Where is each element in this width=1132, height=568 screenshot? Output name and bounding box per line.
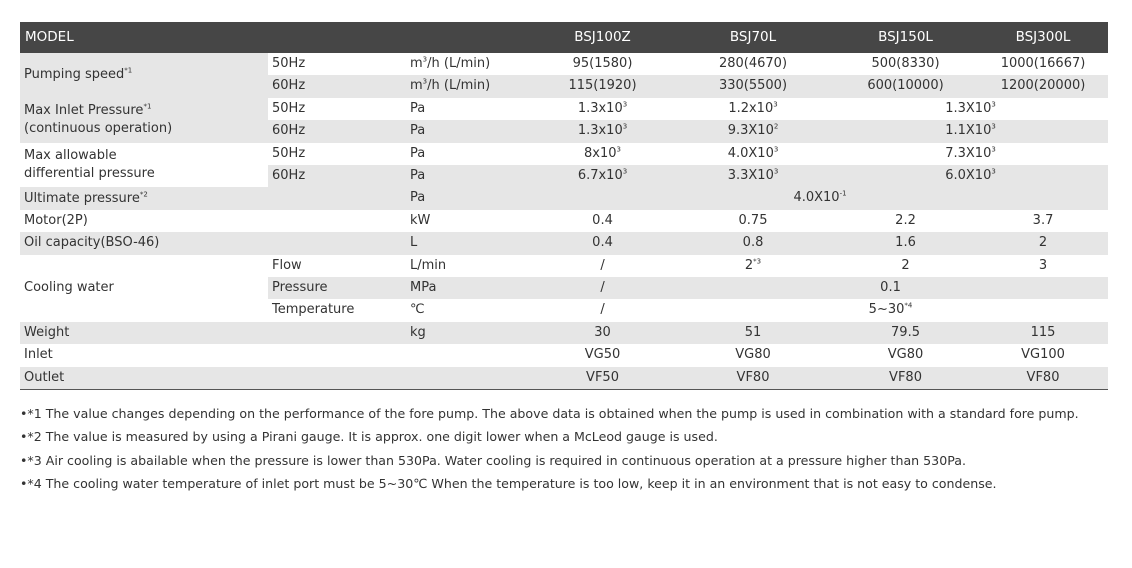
sub-empty [268,322,410,344]
freq-50hz: 50Hz [268,53,410,75]
value-cell: 95(1580) [532,53,673,75]
freq-50hz: 50Hz [268,98,410,120]
value-cell-merged: $6.0X10^3$ [833,165,1108,187]
unit-cell: L [410,232,532,254]
value-cell: / [532,255,673,277]
value-cell-merged: 0.1 [673,277,1108,299]
value-cell-merged: 5~30$^{*4}$ [673,299,1108,321]
freq-60hz: 60Hz [268,120,410,142]
value-cell: 1000(16667) [978,53,1108,75]
value-cell: $1.3x10^3$ [532,98,673,120]
unit-cell: $m^3/h$ (L/min) [410,75,532,97]
sub-empty [268,187,410,209]
note-mark: *1 [143,102,152,111]
value-cell: $1.3x10^3$ [532,120,673,142]
header-model-3: BSJ150L [833,22,978,53]
header-model-4: BSJ300L [978,22,1108,53]
value-cell: VG50 [532,344,673,366]
unit-cell: Pa [410,187,532,209]
value-cell: 0.4 [532,232,673,254]
value-cell: 330(5500) [673,75,833,97]
header-model-1: BSJ100Z [532,22,673,53]
value-cell: $9.3X10^2$ [673,120,833,142]
value-cell: 115 [978,322,1108,344]
value-cell: 2.2 [833,210,978,232]
freq-60hz: 60Hz [268,165,410,187]
value-cell: $8x10^3$ [532,143,673,165]
row-ultimate-pressure [20,187,1108,209]
row-inlet [20,344,1108,366]
value-cell-merged: $1.3X10^3$ [833,98,1108,120]
value-cell: / [532,299,673,321]
value-cell: $4.0X10^3$ [673,143,833,165]
value-cell-merged: $1.1X10^3$ [833,120,1108,142]
value-cell: 2 [978,232,1108,254]
value-cell: 1200(20000) [978,75,1108,97]
value-cell-merged: $4.0X10^{-1}$ [532,187,1108,209]
spec-table [20,22,1108,390]
header-row [20,22,1108,53]
item-motor: Motor(2P) [20,210,268,232]
header-model: MODEL [20,22,532,53]
row-max-diff-50hz [20,143,1108,165]
sub-empty [268,367,410,390]
item-pumping-speed: Pumping speed$^{*1}$ [20,53,268,98]
item-outlet: Outlet [20,367,268,390]
unit-empty [410,367,532,390]
sub-flow: Flow [268,255,410,277]
value-cell: VG80 [833,344,978,366]
footnote-1: •*1 The value changes depending on the performance of the fore pump. The above data is obtained when the pump is used in combination with a standard fore pump. [20,406,1079,421]
sub-pressure: Pressure [268,277,410,299]
value-cell: 0.4 [532,210,673,232]
row-weight [20,322,1108,344]
item-weight: Weight [20,322,268,344]
value-cell: / [532,277,673,299]
value-cell: 2$^{*3}$ [673,255,833,277]
value-cell: 51 [673,322,833,344]
value-cell: 3 [978,255,1108,277]
value-cell: $1.2x10^3$ [673,98,833,120]
unit-cell: Pa [410,165,532,187]
note-mark: *1 [124,67,133,76]
unit-cell: $m^3/h$ (L/min) [410,53,532,75]
row-pumping-speed-50hz [20,53,1108,75]
unit-cell: Pa [410,143,532,165]
spec-table-container [20,22,1108,390]
value-cell: 79.5 [833,322,978,344]
row-max-inlet-50hz [20,98,1108,120]
value-cell: 30 [532,322,673,344]
row-cooling-flow [20,255,1108,277]
unit-cell: Pa [410,98,532,120]
row-motor [20,210,1108,232]
footnote-2: •*2 The value is measured by using a Pirani gauge. It is approx. one digit lower when a McLeod gauge is used. [20,429,718,445]
footnotes [20,402,1120,496]
value-cell: 1.6 [833,232,978,254]
value-cell: VF50 [532,367,673,390]
item-ultimate-pressure: Ultimate pressure$^{*2}$ [20,187,268,209]
value-cell: $6.7x10^3$ [532,165,673,187]
sub-empty [268,344,410,366]
value-cell: VF80 [673,367,833,390]
value-cell: VF80 [978,367,1108,390]
value-cell-merged: $7.3X10^3$ [833,143,1108,165]
unit-cell: L/min [410,255,532,277]
note-mark: *2 [139,190,148,199]
freq-60hz: 60Hz [268,75,410,97]
value-cell: 115(1920) [532,75,673,97]
footnote-3: •*3 Air cooling is abailable when the pressure is lower than 530Pa. Water cooling is required in continuous operation at a pressure higher than 530Pa. [20,452,966,468]
item-max-differential-pressure: Max allowable differential pressure [20,143,268,188]
unit-cell: ℃ [410,299,532,321]
value-cell: 0.75 [673,210,833,232]
row-outlet [20,367,1108,390]
value-cell: 0.8 [673,232,833,254]
value-cell: 280(4670) [673,53,833,75]
sub-empty [268,210,410,232]
value-cell: 500(8330) [833,53,978,75]
unit-cell: Pa [410,120,532,142]
freq-50hz: 50Hz [268,143,410,165]
value-cell: 600(10000) [833,75,978,97]
sub-temperature: Temperature [268,299,410,321]
unit-cell: kW [410,210,532,232]
footnote-4: •*4 The cooling water temperature of inlet port must be 5~30℃ When the temperature is too low, keep it in an environment that is not easy to condense. [20,476,997,492]
value-cell: VG80 [673,344,833,366]
item-cooling-water: Cooling water [20,255,268,322]
unit-cell: kg [410,322,532,344]
item-oil-capacity: Oil capacity(BSO-46) [20,232,268,254]
value-cell: VF80 [833,367,978,390]
item-inlet: Inlet [20,344,268,366]
unit-empty [410,344,532,366]
value-cell: 2 [833,255,978,277]
value-cell: VG100 [978,344,1108,366]
sub-empty [268,232,410,254]
unit-cell: MPa [410,277,532,299]
value-cell: $3.3X10^3$ [673,165,833,187]
item-max-inlet-pressure: Max Inlet Pressure$^{*1}$ (continuous operation) [20,98,268,143]
value-cell: 3.7 [978,210,1108,232]
header-model-2: BSJ70L [673,22,833,53]
row-oil-capacity [20,232,1108,254]
